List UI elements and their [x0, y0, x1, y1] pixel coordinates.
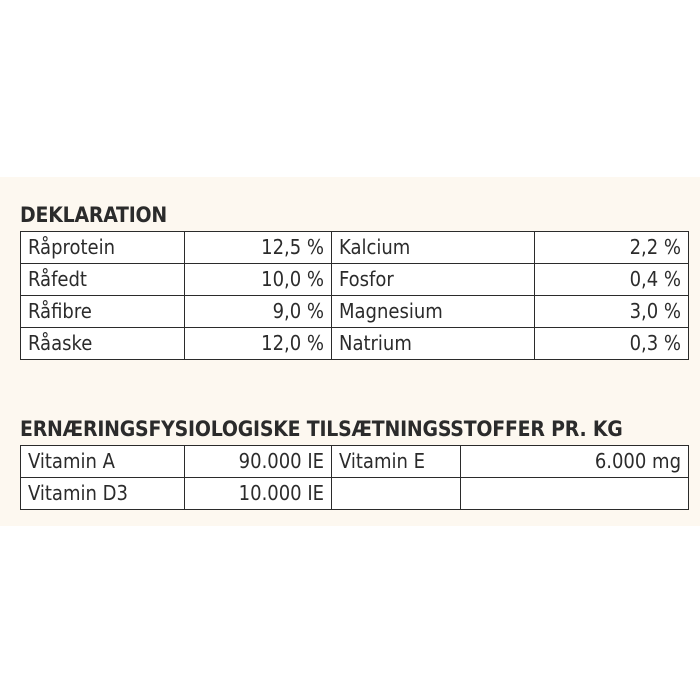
- declaration-table: [20, 231, 689, 360]
- nutrient-value: 12,5 %: [185, 232, 332, 264]
- nutrient-value: 10,0 %: [185, 264, 332, 296]
- nutrient-label: Råprotein: [21, 232, 185, 264]
- nutrient-label: Råaske: [21, 328, 185, 360]
- vitamin-label: Vitamin A: [21, 446, 185, 478]
- nutrient-value: 9,0 %: [185, 296, 332, 328]
- mineral-value: 0,4 %: [535, 264, 689, 296]
- nutrient-value: 12,0 %: [185, 328, 332, 360]
- declaration-heading: DEKLARATION: [20, 203, 168, 227]
- mineral-label: Natrium: [332, 328, 535, 360]
- mineral-value: 2,2 %: [535, 232, 689, 264]
- table-row: [21, 446, 689, 478]
- mineral-value: 0,3 %: [535, 328, 689, 360]
- table-row: [21, 232, 689, 264]
- mineral-value: 3,0 %: [535, 296, 689, 328]
- mineral-label: Kalcium: [332, 232, 535, 264]
- empty-cell: [461, 478, 689, 510]
- vitamin-value: 10.000 IE: [185, 478, 332, 510]
- table-row: [21, 264, 689, 296]
- vitamin-label: Vitamin D3: [21, 478, 185, 510]
- mineral-label: Fosfor: [332, 264, 535, 296]
- table-row: [21, 478, 689, 510]
- vitamin-label: Vitamin E: [332, 446, 461, 478]
- additives-table: [20, 445, 689, 510]
- vitamin-value: 90.000 IE: [185, 446, 332, 478]
- mineral-label: Magnesium: [332, 296, 535, 328]
- empty-cell: [332, 478, 461, 510]
- additives-heading: ERNÆRINGSFYSIOLOGISKE TILSÆTNINGSSTOFFER PR. KG: [20, 417, 623, 441]
- nutrient-label: Råfedt: [21, 264, 185, 296]
- table-row: [21, 296, 689, 328]
- table-row: [21, 328, 689, 360]
- vitamin-value: 6.000 mg: [461, 446, 689, 478]
- nutrient-label: Råfibre: [21, 296, 185, 328]
